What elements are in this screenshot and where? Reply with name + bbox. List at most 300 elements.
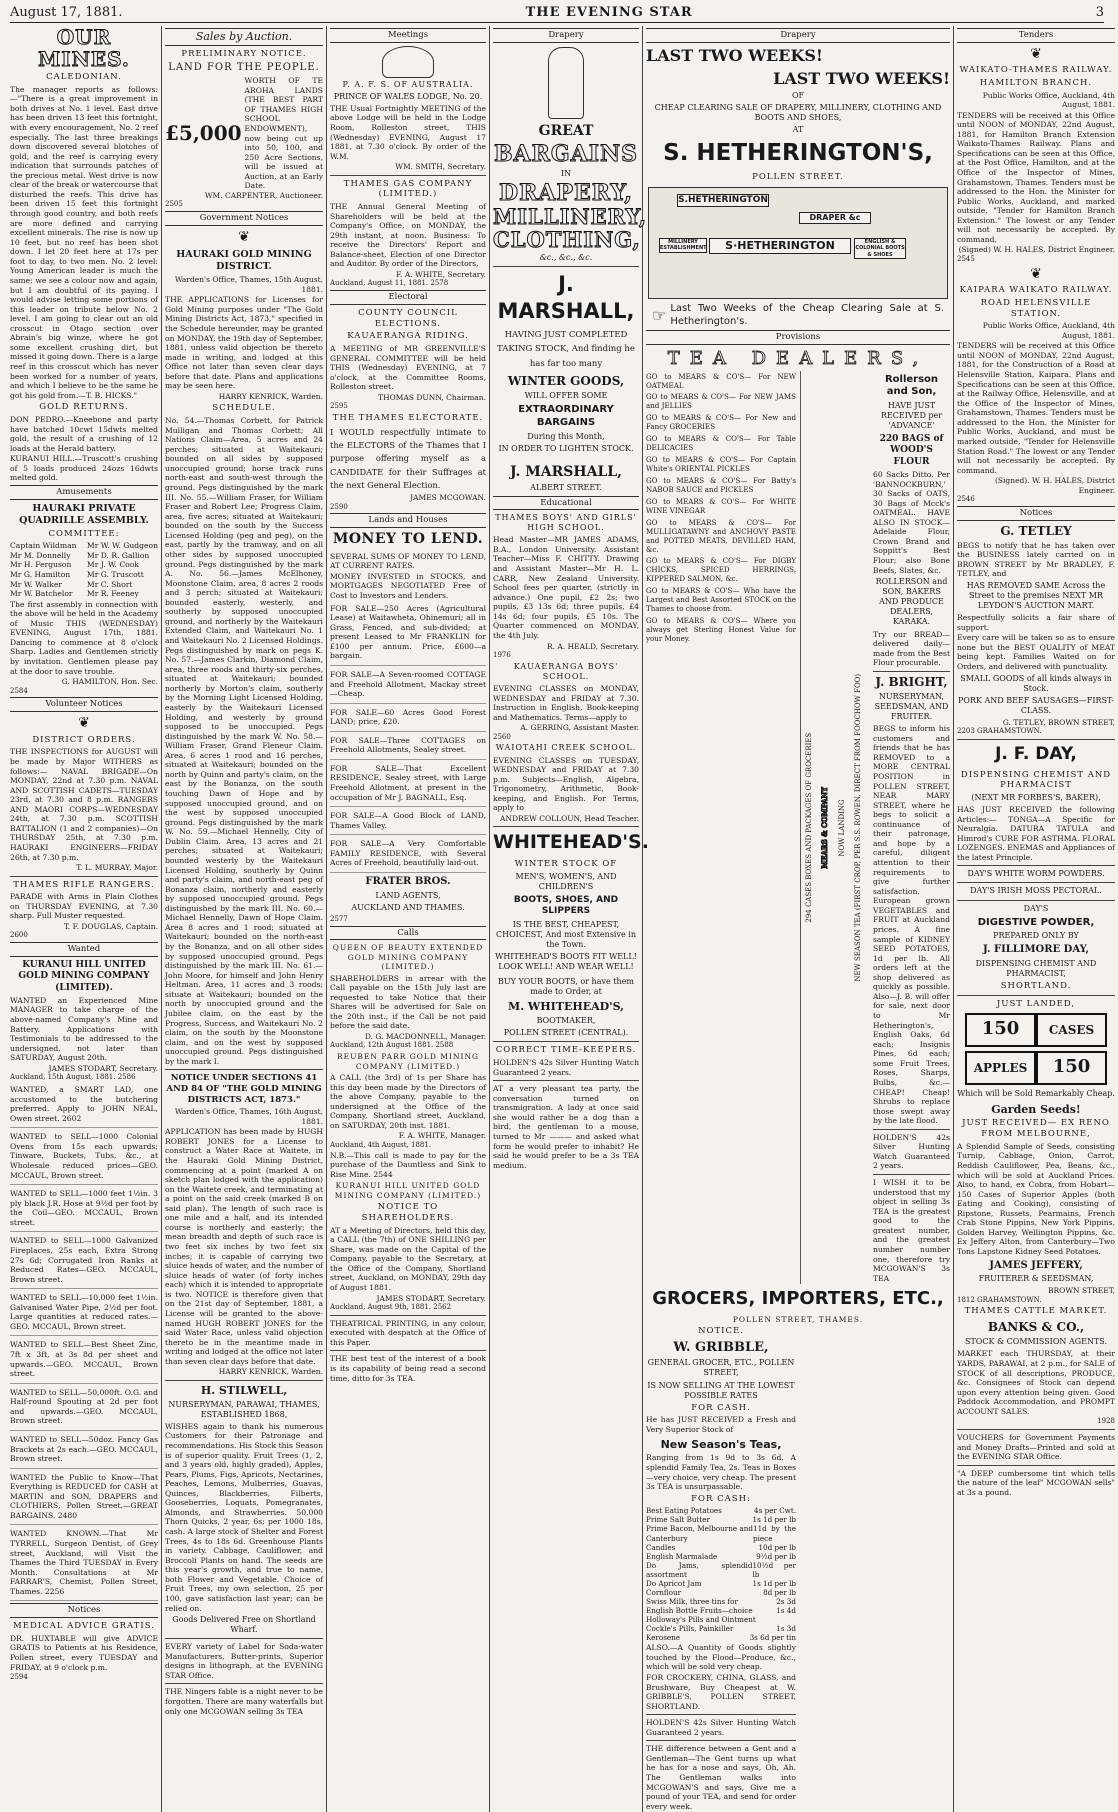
mwhitehead-title: M. WHITEHEAD'S, <box>508 1000 624 1014</box>
whitehead-text: MEN'S, WOMEN'S, AND CHILDREN'S <box>515 871 617 892</box>
mears-item: GO to MEARS & CO'S— For NEW OATMEAL <box>646 371 796 390</box>
tea-dealers-banner: TEA DEALERS, <box>667 347 929 369</box>
high-school-text: Head Master—MR JAMES ADAMS, B.A., London University. Assistant Teacher—Miss F. CHITTY. Drawing and Assistant Master—Mr H. L. CARR, New Zealand University. School fees per quarter, (strictly in advance.) One pupil, £2 2s; two pupils, £3 13s 6d; three pupils, £4 14s 6d; four pupils, £5 10s. The Quarter commenced on MONDAY, the 4th July. <box>493 535 639 640</box>
teas-text: Ranging from 1s 9d to 3s 6d. A splendid Family Tea, 2s. Teas in Boxes—very choice, very cheap. The present 3s TEA is unsurpassable. <box>646 1453 796 1492</box>
committee-label: COMMITTEE: <box>48 528 120 539</box>
crest-ornament-icon: ❦ <box>1030 45 1042 62</box>
column-5-6 <box>646 26 954 1812</box>
rollerson-text: 60 Sacks Ditto. Per 'BANNOCKBURN,' 30 Sacks of OATS, 30 Bags of Mcck's OATMEAL. HAVE ALSO IN STOCK— Adelaide Flour, Crown Brand and Soppitt's Best Flour; also Bone Beefs, Slates, &c. <box>873 469 950 575</box>
wanted-ad: WANTED to SELL—50,000ft. O.G. and Half-round Spouting at 2d per foot and upwards.—GEO. MCCAUL, Brown street. <box>10 1386 158 1431</box>
bags-flour: 220 BAGS of WOOD'S FLOUR <box>879 433 944 467</box>
crest-ornament-icon: ❦ <box>1030 265 1042 282</box>
waiotahi-title: WAIOTAHI CREEK SCHOOL. <box>495 743 637 753</box>
deep-text: "A DEEP cumbersome tint which tells the nature of the leaf" MCGOWAN sells" at 3s a pound. <box>957 1468 1115 1497</box>
price-item: Holloway's Pills and Ointment <box>646 1615 756 1625</box>
hetherington-title: S. HETHERINGTON'S, <box>663 140 933 167</box>
winter-goods: WINTER GOODS, <box>507 374 625 389</box>
mcgowan-signature: JAMES MCGOWAN. <box>410 493 486 503</box>
queen-title: QUEEN OF BEAUTY EXTENDED GOLD MINING COMPANY (LIMITED.) <box>332 943 484 972</box>
pafs-signature: WM. SMITH, Secretary. <box>395 162 486 172</box>
tender-1-signature: (Signed) W. H. HALES, District Engineer. <box>958 245 1115 255</box>
received-text: He has JUST RECEIVED a Fresh and Very Superior Stock of <box>646 1415 796 1434</box>
mears-item: GO to MEARS & CO'S— For Captain White's ORIENTAL PICKLES <box>646 455 796 473</box>
notice-date: Warden's Office, Thames, 16th August, 1881. <box>174 1107 323 1126</box>
land-amount: £5,000 <box>165 120 242 145</box>
price-row <box>646 1506 796 1515</box>
rifle-rangers-text: PARADE with Arms in Plain Clothes on THURSDAY EVENING, at 7.30 sharp. Full Muster requested. <box>10 892 158 921</box>
storefront-sign-millinery: MILLINERY ESTABLISHMENT <box>660 239 707 252</box>
price-value: 2s 3d <box>776 1596 796 1606</box>
kaipara-title: KAIPARA WAIKATO RAILWAY. <box>959 285 1113 296</box>
price-row <box>646 1561 796 1579</box>
pointing-hand-icon: ☞ <box>652 305 667 325</box>
price-item: Prime Bacon, Melbourne and Canterbury <box>646 1524 754 1543</box>
mears-big-title: MEARS & COMPANY <box>820 786 830 869</box>
wanted-ad: WANTED to SELL—10,000 feet 1½in. Galvanised Water Pipe, 2½d per foot. Large quantities at reduced rates.—GEO. MCCAUL, Brown street. <box>10 1291 158 1336</box>
tetley-text: BEGS to notify that he has taken over the BUSINESS lately carried on in BROWN STREET by Mr BRADLEY, F. TETLEY, and <box>957 540 1115 579</box>
mcgowan-number: 2590 <box>330 502 348 511</box>
gas-date: Auckland, August 11, 1881. 2578 <box>330 279 449 288</box>
columns <box>10 25 1115 1811</box>
calls-header: Calls <box>330 926 486 941</box>
frater-title: FRATER BROS. <box>365 875 451 887</box>
queen-text: SHAREHOLDERS in arrear with the Call payable on the 15th July last are requested to take Notice that their Shares will be advertised for Sale on the 20th inst., if the Call be not paid before the said date. <box>330 973 486 1031</box>
quadrille-text: The first assembly in connection with the above will be held in the Academy of Music THIS (WEDNESDAY) EVENING, August 17th, 1881. Dancing to commence at 8 o'clock Sharp. Ladies and Gentlemen strictly by invitation. Gentlemen please pay at the door to save trouble. <box>10 599 158 676</box>
days-label: DAY'S <box>1023 903 1049 913</box>
committee-list <box>10 541 158 598</box>
price-item: Do Jams, splendid assortment <box>646 1560 753 1579</box>
kuranui-call-date: Auckland, August 9th, 1881. 2562 <box>330 1302 452 1311</box>
cattle-market: THAMES CATTLE MARKET. <box>964 1306 1108 1317</box>
holdens-text-3: HOLDEN'S 42s Silver Hunting Watch Guaranteed 2 years. <box>646 1718 796 1737</box>
sale-ad: FOR SALE—That Excellent RESIDENCE, Sealey street, with Large Freehold Allotment, at present in the occupation of Mr J. BAGNALL, Esq. <box>330 762 486 807</box>
bread-text: Try our BREAD—delivered daily—made from the Best Flour procurable. <box>873 629 950 668</box>
land-signature: WM. CARPENTER, Auctioneer. <box>204 190 323 200</box>
stock-agents: STOCK & COMMISSION AGENTS. <box>964 1337 1108 1347</box>
stilwell-subtitle: NURSERYMAN, PARAWAI, THAMES, ESTABLISHED 1868, <box>168 1399 320 1419</box>
boots-text: BOOTS, SHOES, AND SLIPPERS <box>513 895 619 917</box>
pollen-street: POLLEN STREET. <box>752 172 844 183</box>
drapery-text: DRAPERY, <box>499 179 633 206</box>
bright-subtitle: NURSERYMAN, SEEDSMAN, AND FRUITER. <box>874 691 949 722</box>
price-value: 1s 1d per lb <box>752 1578 796 1588</box>
gribble-subtitle: GENERAL GROCER, ETC., POLLEN STREET, <box>647 1358 795 1378</box>
district-date: Warden's Office, Thames, 15th August, 1881. <box>174 275 323 294</box>
day-text: HAS JUST RECEIVED the following Articles:— TONGA—A Specific for Neuralgia. DATURA TATULA and Himrod's CURE FOR ASTHMA. FLORAL LOZENGES. ENEMAS and Appliances of the latest Principle. <box>957 805 1115 862</box>
price-item: English Marmalade <box>646 1551 718 1561</box>
high-school-number: 1976 <box>493 650 511 659</box>
wanted-ad: WANTED, a SMART LAD, one accustomed to the butchering preferred. Apply to JOHN NEAL, Owen street. 2602 <box>10 1083 158 1128</box>
notice-signature: HARRY KENRICK, Warden. <box>218 1367 323 1377</box>
wanted-header: Wanted <box>10 942 158 957</box>
frater-number: 2577 <box>330 914 348 923</box>
during-month: During this Month, <box>527 431 605 441</box>
greenville-text: A MEETING of MR GREENVILLE'S GENERAL COMMITTEE will be held THIS (Wednesday) EVENING, at 7 o'clock, at the Committee Rooms, Rolleston street. <box>330 344 486 392</box>
last-two-weeks: LAST TWO WEEKS! <box>646 45 823 65</box>
price-value: 10½d per lb <box>752 1560 796 1579</box>
caledonian-heading: CALEDONIAN. <box>46 72 122 82</box>
don-pedro-return: DON PEDRO.—Kneebone and party have batched 10cwt 15dwts melted gold, the result of a crushing of 12 loads at the Herald battery. <box>10 414 158 453</box>
tetley-number: 2203 GRAHAMSTOWN. <box>957 727 1042 736</box>
gas-title: THAMES GAS COMPANY (LIMITED.) <box>343 178 473 200</box>
district-text: THE APPLICATIONS for Licenses for Gold Mining purposes under "The Gold Mining Districts Act, 1873," specified in the Schedule hereunder, may be granted on MONDAY, the 19th day of September, 1881, unless valid objection be thereto made in writing, and lodged at this Office not later than seven clear days before that date. Plans and applications may be seen here. <box>165 295 323 391</box>
lands-header: Lands and Houses <box>330 513 486 528</box>
committee-left <box>10 541 77 598</box>
sale-ad: FOR SALE—A Very Comfortable FAMILY RESIDENCE, with Several Acres of Freehold, beautifully laid-out. <box>330 837 486 873</box>
tender-1-text: TENDERS will be received at this Office until NOON of MONDAY, 22nd August, 1881, for Hamilton Branch Extension Waikato-Thames Railway. Plans and Specifications can be seen at this Office, at the Post Office, Hamilton, and at the Office of the Inspector of Mines, Grahamstown, Thames. Tenders must be addressed to the Hon. the Minister for Public Works, Auckland, and marked outside, "Tender for Hamilton Branch Extension." The lowest or any Tender will not necessarily be accepted. By command, <box>957 110 1115 244</box>
etc-text: &c., &c., &c. <box>539 252 593 262</box>
stocks-text: MONEY INVESTED in STOCKS, and MORTGAGES NEGOTIATED Free of Cost to Investors and Lenders. <box>330 571 486 600</box>
wanted-ad: WANTED the Public to Know—That Everything is REDUCED for CASH at MARTIN and SON, DRAPERS and CLOTHIERS, Pollen Street.—GREAT BARGAINS. 2480 <box>10 1471 158 1526</box>
pafs-text: THE Usual Fortnightly MEETING of the above Lodge will be held in the Lodge Room, Rolleston street, THIS (Wednesday) EVENING, August 17 1881, at 7.30 o'clock. By order of the W.M. <box>330 103 486 161</box>
committee-member: Mr W. Batchelor <box>10 589 73 599</box>
masthead <box>10 2 1104 23</box>
jeffery-number: 1812 GRAHAMSTOWN. <box>957 1295 1042 1304</box>
money-to-lend: MONEY TO LEND. <box>332 531 484 548</box>
wanted-date: Auckland, 15th August, 1881. 2586 <box>10 1073 136 1082</box>
gold-returns-heading: GOLD RETURNS. <box>39 402 129 413</box>
hetherington-caption: Last Two Weeks of the Cheap Clearing Sale at S. Hetherington's. <box>670 303 944 327</box>
price-value: 4s per Cwt. <box>754 1506 796 1516</box>
kauaeranga-title: KAUAERANGA BOYS' SCHOOL. <box>513 661 619 681</box>
notices-header: Notices <box>10 1603 158 1618</box>
gas-signature: F. A. WHITE, Secretary. <box>396 270 486 280</box>
fruiterer-text: FRUITERER & SEEDSMAN, <box>978 1274 1094 1284</box>
riding-heading: KAUAERANGA RIDING. <box>347 331 469 342</box>
rollerson-block <box>871 371 950 1285</box>
pork-sausages: PORK AND BEEF SAUSAGES—FIRST-CLASS. <box>957 695 1115 715</box>
price-row <box>646 1624 796 1633</box>
pointing-hand-icon <box>548 47 584 119</box>
pw-office-date-2: Public Works Office, Auckland, 4th August, 1881. <box>982 321 1115 340</box>
respect-text: Respectfully solicits a fair share of support. <box>957 613 1115 632</box>
wanted-signature: JAMES STODART, Secretary. <box>48 1063 158 1073</box>
mears-item: GO to MEARS & CO'S— For MULLIGATAWNY and ANCHOVY PASTE and POTTED MEATS, DEVILLED HAM, &c. <box>646 517 796 554</box>
storefront-sign-top: S.HETHERINGTON <box>677 194 769 207</box>
district-orders-signature: T. L. MURRAY, Major. <box>76 863 158 873</box>
committee-member: Mr D. R. Gallion <box>86 550 150 560</box>
price-item: Candles <box>646 1542 676 1552</box>
price-value: 1s 4d <box>776 1606 796 1616</box>
mears-side-1: 294 CASES BOXES AND PACKAGES OF GROCERIES <box>804 732 813 923</box>
small-goods: SMALL GOODS of all kinds always in Stock. <box>960 673 1112 693</box>
clothing-text: CLOTHING, <box>493 226 641 252</box>
albert-street: ALBERT STREET. <box>530 483 602 493</box>
committee-right <box>87 541 158 598</box>
mines-title: OUR MINES. <box>38 25 130 71</box>
teaparty-text: AT a very pleasant tea party, the conversation turned on transmigration. A lady at once said she would rather be a dog than a bird, the gentleman to a mouse, turned to Mr ——— and asked what form he would prefer to inhabit? He said he would prefer to be a 3s TEA medium. <box>493 1084 639 1170</box>
provisions-block <box>646 371 950 1285</box>
will-offer: WILL OFFER SOME <box>524 391 608 401</box>
wanted-ad: WANTED to SELL—Best Sheet Zinc, 7ft x 3ft, at 3s 8d per sheet and upwards.—GEO. MCCAUL, Brown street. <box>10 1338 158 1383</box>
rifle-rangers-heading: THAMES RIFLE RANGERS. <box>13 879 155 890</box>
brown-street: BROWN STREET, <box>1048 1286 1115 1296</box>
price-row <box>646 1597 796 1606</box>
helensville-title: ROAD HELENSVILLE STATION. <box>980 298 1092 319</box>
kuranui-company-title: KURANUI HILL UNITED GOLD MINING COMPANY (LIMITED). <box>18 959 150 993</box>
mears-item: GO to MEARS & CO'S— For Batty's NABOB SAUCE and PICKLES <box>646 475 796 494</box>
have-just: HAVE JUST RECEIVED per 'ADVANCE' <box>880 400 943 430</box>
gas-text: THE Annual General Meeting of Shareholders will be held at the Company's Office, on MONDAY, the 29th instant, at noon. Business: To receive the Directors' Report and Balance-sheet, Election of one Director and Auditor. By order of the Directors, <box>330 202 486 269</box>
notices-header-2: Notices <box>957 506 1115 521</box>
just-landed: JUST LANDED, <box>996 998 1076 1009</box>
price-row <box>646 1588 796 1597</box>
price-item: Best Eating Potatoes <box>646 1506 722 1516</box>
county-heading: COUNTY COUNCIL ELECTIONS. <box>358 307 458 329</box>
greenville-number: 2595 <box>330 402 348 411</box>
banks-text: MARKET each THURSDAY, at their YARDS, PARAWAI, at 2 p.m., for SALE of STOCK of all descriptions, PRODUCE, &c. Consignees of Stock can depend upon every attention being given. Good Paddock Accommodation, and PROMPT ACCOUNT SALES. <box>957 1349 1115 1416</box>
kauaeranga-signature: A. GERRING, Assistant Master. <box>520 723 639 733</box>
in-text: IN <box>560 168 572 178</box>
quadrille-signature: G. HAMILTON, Hon. Sec. <box>61 677 158 687</box>
wish-text: I WISH it to be understood that my object in selling 3s TEA is the greatest good to the greatest number, and the greatest number number one, therefore try MCGOWAN'S 3s TEA <box>873 1178 950 1283</box>
column-7 <box>957 26 1118 1812</box>
land-text: WORTH OF TE AROHA LANDS (THE BEST PART OF THAMES HIGH SCHOOL ENDOWMENT), now being cut up into 50, 100, and 250 Acre Sections, will be issued at Auction, at an Early Date. <box>244 76 323 191</box>
stilwell-text: WISHES again to thank his numerous Customers for their Patronage and recommendations. His Stock this Season is of superior quality. Fruit Trees (1, 2, and 3 years old, highly graded), Apples, Pears, Plums, Figs, Apricots, Nectarines, Peaches, Lemons, Mulberries, Guavas, Quinces, Blackberries, Filberts, Gooseberries, Loquats, Pomegranates, Almonds, and Strawberries. 50,000 Thorn Quicks, 2 year, 6s; per 1000 18s, cash. A large stock of Shelter and Forest Trees, 4s to 18s 6d. Greenhouse Plants in variety. Cabbage, Cauliflower, and Broccoli Plants on hand. The seeds are this year's growth, and true to name, both Flower and Vegetable. Choice of Fruit Trees, my own selection, 25 per 100, gave satisfaction last year; can be relied on. <box>165 1421 323 1613</box>
price-item: Do Apricot Jam <box>646 1578 702 1588</box>
rollerson-title: Rollerson and Son, <box>884 373 939 398</box>
auction-header: Sales by Auction. <box>165 28 323 46</box>
column-1 <box>10 26 162 1812</box>
storefront-sign-draper: DRAPER &c <box>799 212 871 224</box>
government-header: Government Notices <box>165 211 323 226</box>
storefront-sign-boots: ENGLISH & COLONIAL BOOTS & SHOES <box>855 239 905 258</box>
seeds-received: JUST RECEIVED— EX RENO FROM MELBOURNE, <box>962 1118 1110 1140</box>
pafs-subtitle: PRINCE OF WALES LODGE, No. 20. <box>333 91 483 101</box>
kauaeranga-text: EVENING CLASSES on MONDAY, WEDNESDAY and FRIDAY at 7.30. Instruction in English, Book-keeping and Mathematics. Terms—apply to <box>493 683 639 722</box>
price-row <box>646 1633 796 1642</box>
mears-item: GO to MEARS & CO'S— For WHITE WINE VINEGAR <box>646 496 796 515</box>
committee-member: Captain Wildman <box>10 541 77 551</box>
crown-emblem-icon <box>382 46 434 78</box>
queen-date: Auckland, 12th August 1881. 2588 <box>330 1041 454 1050</box>
frater-subtitle: LAND AGENTS, <box>375 890 441 900</box>
masthead-title: THE EVENING STAR <box>525 4 693 20</box>
mears-side-2: NOW LANDING <box>837 798 846 856</box>
whitehead-slogan: WHITEHEAD'S BOOTS FIT WELL! LOOK WELL! AND WEAR WELL! <box>495 952 637 972</box>
winter-stock: WINTER STOCK OF <box>514 859 618 870</box>
buy-text: BUY YOUR BOOTS, or have them made to Order, at <box>498 977 634 997</box>
wanted-ad: WANTED to SELL—1000 feet 1½in. 3 ply black J.R. Hose at 9½d per foot by the Coil—GEO. MCCAUL, Brown street. <box>10 1187 158 1232</box>
waiotahi-signature: ANDREW COLLOUN, Head Teacher. <box>500 813 639 823</box>
high-school-title: THAMES BOYS' AND GIRLS' HIGH SCHOOL. <box>495 513 637 533</box>
rifle-rangers-signature: T. F. DOUGLAS, Captain. <box>63 921 158 931</box>
rifle-rangers-number: 2600 <box>10 931 28 940</box>
mears-item: GO to MEARS & CO'S— For DIGBY CHICKS, SPICED HERRINGS, KIPPERED SALMON, &c. <box>646 556 796 584</box>
gribble-title: W. GRIBBLE, <box>673 1340 769 1356</box>
sale-ad: FOR SALE—250 Acres (Agricultural Lease) at Waitawheta, Ohinemuri; all in Grass, Fenced, and sub-divided; at present Leased to Mr FRANKLIN for £100 per annum. Price, £600—a bargain. <box>330 602 486 666</box>
hamilton-branch: HAMILTON BRANCH. <box>979 78 1093 89</box>
diff-text: THE difference between a Gent and a Gentleman—The Gent turns up what he has for a nose and says, Oh, Ah. The Gentleman walks into MCGOWAN'S and says, Give me a pound of your TEA, and send for order every week. <box>646 1744 796 1811</box>
price-item: Kerosene <box>646 1633 681 1643</box>
of-text: OF <box>791 91 805 101</box>
district-orders-heading: DISTRICT ORDERS. <box>32 734 136 745</box>
pollen-central: POLLEN STREET (CENTRAL). <box>503 1028 629 1038</box>
frater-place: AUCKLAND AND THAMES. <box>351 902 465 912</box>
digestive-powder: DIGESTIVE POWDER, <box>977 916 1095 928</box>
moss-pectoral: DAY'S IRISH MOSS PECTORAL. <box>970 886 1102 896</box>
bright-title: J. BRIGHT, <box>875 674 948 689</box>
money-text: SEVERAL SUMS OF MONEY TO LEND, AT CURRENT RATES. <box>330 551 486 571</box>
stilwell-footer: Goods Delivered Free on Shortland Wharf. <box>172 1615 316 1635</box>
mears-item: GO to MEARS & CO'S— For New and Fancy GROCERIES <box>646 413 796 432</box>
banks-title: BANKS & CO., <box>987 1320 1085 1335</box>
tetley-signature: G. TETLEY, BROWN STREET, <box>1002 717 1115 727</box>
tender-2-number: 2546 <box>957 495 975 504</box>
amusements-header: Amusements <box>10 485 158 500</box>
high-school-signature: R. A. HEALD, Secretary. <box>546 641 639 651</box>
committee-member: Mr R. Feeney <box>86 589 139 599</box>
waiotahi-text: EVENING CLASSES on TUESDAY, WEDNESDAY and FRIDAY at 7.30 p.m. Subjects—English, Algebra, Trigonometry, Arithmetic, Book-keeping, and English. For Terms, apply to <box>493 755 639 813</box>
preliminary-notice: PRELIMINARY NOTICE. <box>181 48 307 59</box>
kauaeranga-number: 2560 <box>493 732 511 741</box>
sale-ad: FOR SALE—Three COTTAGES on Freehold Allotments, Sealey street. <box>330 734 486 760</box>
queen-signature: D. G. MACDONNELL, Manager. <box>364 1031 486 1041</box>
medical-advice-text: DR. HUXTABLE will give ADVICE GRATIS to Patients at his Residence, Pollen street, every TUESDAY and FRIDAY, at 9 o'clock p.m. <box>10 1633 158 1672</box>
committee-member: Mr W. Walker <box>10 579 62 589</box>
whitehead-text2: IS THE BEST, CHEAPEST, CHOICEST, And most Extensive in the Town. <box>496 919 636 949</box>
tenders-header: Tenders <box>957 28 1115 43</box>
tender-2-text: TENDERS will be received at this Office until NOON of MONDAY, 22nd August, 1881, for the Construction of a Road at Helensville Station, Kaipara. Plans and Specifications can be seen at this Office, at the Railway Office, Helensville, and at the Office of the Inspector of Mines, Grahamstown, Thames. Tenders must be addressed to the Hon. the Minister for Public Works, Auckland, and must be marked outside, "Tender for Helensville Station Road." The lowest or any Tender will not necessarily be accepted. By command. <box>957 341 1115 475</box>
tender-1-number: 2545 <box>957 254 975 263</box>
bestlast-text: THE best test of the interest of a book is its capability of being read a second time, ditto for 3s TEA. <box>330 1354 486 1383</box>
hauraki-district-title: HAURAKI GOLD MINING DISTRICT. <box>176 249 312 273</box>
also-text: ALSO.—A Quantity of Goods slightly touched by the Flood—Produce, &c., which will be sold very cheap. <box>646 1643 796 1672</box>
quadrille-number: 2584 <box>10 686 28 695</box>
price-value: 1s 1d per lb <box>752 1515 796 1525</box>
bright-text: BEGS to inform his customers and friends that he has REMOVED to a MORE CENTRAL POSITION in POLLEN STREET, NEAR MARY STREET, where he begs to solicit a continuance of their patronage, and hope by a careful, diligent attention to their requirements to give further satisfaction. European grown VEGETABLES and FRUIT at Auckland prices. A fine sample of KIDNEY SEED POTATOES, 1d per lb. All orders left at the shop delivered as quickly as possible. Also—J. B. will offer for sale, next door to Mr Hetherington's, English Oaks, 6d each; Insignis Pines, 6d each; some Fruit Trees, Roses, Sharps, Bulbs, &c.—CHEAP! Cheap! Shrubs to replace those swept away by the late flood. <box>873 724 950 1126</box>
crockery-text: FOR CROCKERY, CHINA, GLASS, and Brushware, Buy Cheapest at W. GRIBBLE'S, POLLEN STREET, SHORTLAND. <box>646 1672 796 1711</box>
column-3 <box>330 26 490 1812</box>
price-row <box>646 1579 796 1588</box>
vouchers-text: VOUCHERS for Government Payments and Money Drafts—Printed and sold at the EVENING STAR Office. <box>957 1433 1115 1462</box>
jfday-title: J. F. DAY, <box>995 744 1077 765</box>
dispensing-text: DISPENSING CHEMIST AND PHARMACIST <box>960 769 1112 791</box>
wanted-ad: WANTED KNOWN.—That Mr TYRRELL, Surgeon Dentist, of Grey street, Auckland, will Visit the Thames the Third TUESDAY in Every Month. Consultations at Mr FARRAR'S, Chemist, Pollen Street, Thames. 2256 <box>10 1527 158 1601</box>
pafs-title: P. A. F. S. OF AUSTRALIA. <box>342 79 474 89</box>
holdens-text: HOLDEN'S 42s Silver Hunting Watch Guaranteed 2 years. <box>493 1058 639 1077</box>
price-value: 3s 6d per tin <box>749 1633 796 1643</box>
price-value: 10d per lb <box>758 1542 796 1552</box>
committee-member: Mr M. Donnelly <box>10 550 71 560</box>
drapery-header-2: Drapery <box>646 28 950 43</box>
crest-ornament-icon: ❦ <box>78 715 90 732</box>
holdens-text-2: HOLDEN'S 42s Silver Hunting Watch Guaranteed 2 years. <box>873 1132 950 1171</box>
price-row <box>646 1552 796 1561</box>
hetherington-caption-row <box>646 303 950 328</box>
educational-header: Educational <box>493 496 639 511</box>
box-count: 150 <box>965 1013 1036 1047</box>
crest-ornament-icon: ❦ <box>238 228 250 245</box>
mears-item: GO to MEARS & CO'S— For Table DELICACIES <box>646 434 796 453</box>
provisions-header: Provisions <box>646 330 950 345</box>
banks-number: 1928 <box>1097 1417 1115 1426</box>
bargains-text: BARGAINS <box>493 141 639 168</box>
price-value: 8d per lb <box>763 1587 796 1597</box>
quadrille-title: HAURAKI PRIVATE QUADRILLE ASSEMBLY. <box>19 502 149 526</box>
price-row <box>646 1524 796 1542</box>
kuranui-return: KURANUI HILL.—Truscott's crushing of 5 loads produced 24ozs 16dwts melted gold. <box>10 454 158 483</box>
selling-text: IS NOW SELLING AT THE LOWEST POSSIBLE RATES <box>647 1380 795 1400</box>
sale-ad: FOR SALE—A Good Block of LAND, Thames Valley. <box>330 809 486 835</box>
committee-member: Mr C. Short <box>86 579 133 589</box>
theatrical-text: THEATRICAL PRINTING, in any colour, executed with despatch at the Office of this Paper. <box>330 1318 486 1347</box>
new-season-teas: New Season's Teas, <box>660 1437 782 1451</box>
masthead-page-number: 3 <box>1095 4 1104 20</box>
price-row <box>646 1606 796 1615</box>
water-race-text: APPLICATION has been made by HUGH ROBERT JONES for a License to construct a Water Race at Waitete, in the Hauraki Gold Mining District, commencing at a point (marked A on sketch plan lodged with the application) on the Waitete creek, and terminating at a point on the said creek (marked B on said plan). The length of such race is one mile and a half, and its intended course is northerly and easterly; the mean breadth and depth of such race is two feet six inches by two feet six inches; it is capable of carrying two sluice heads of water, and the number of sluice heads of water (of forty inches each) which it is intended to appropriate is two. NOTICE is therefore given that on the 21st day of September, 1881, a License will be granted to the above-named HUGH ROBERT JONES for the said Water Race, unless valid objection thereto be in the meantime made in writing and lodged at the office not later than seven clear days before that date. <box>165 1127 323 1366</box>
column-4 <box>493 26 649 1812</box>
volunteer-header: Volunteer Notices <box>10 697 158 712</box>
wanted-ad: WANTED to SELL—1000 Galvanized Fireplaces, 25s each, Extra Strong 27s 6d; Corrugated Iron Ranks at Reduced Rates—GEO. MCCAUL, Brown street. <box>10 1234 158 1289</box>
price-row <box>646 1515 796 1524</box>
mears-block <box>646 371 796 1285</box>
rollerson-signature: ROLLERSON and SON, BAKERS AND PRODUCE DEALERS, KARAKA. <box>875 577 948 627</box>
notice-sections-title: NOTICE UNDER SECTIONS 41 AND 84 OF "THE GOLD MINING DISTRICTS ACT, 1873." <box>166 1073 322 1105</box>
for-cash: FOR CASH. <box>691 1402 751 1413</box>
price-value: 11d by the piece <box>753 1524 796 1543</box>
notice-heading: NOTICE. <box>698 1326 744 1337</box>
box-count: 150 <box>1036 1051 1107 1085</box>
timekeepers-heading: CORRECT TIME-KEEPERS. <box>495 1045 637 1056</box>
sale-ad: FOR SALE—A Seven-roomed COTTAGE and Freehold Allotment, Mackay street—Cheap. <box>330 668 486 704</box>
gribble-block <box>646 1326 796 1811</box>
land-number: 2505 <box>165 200 183 209</box>
beef-text: Every care will be taken so as to ensure none but the BEST QUALITY of MEAT being kept. Families Waited on for Orders, and delivered with punctuality. <box>957 633 1115 672</box>
mears-side-3: NEW SEASON TEA (FIRST CROP, PER S.S. ROWEN, DIRECT FROM FOOCHOW FOO) <box>854 673 863 982</box>
shortland-text: SHORTLAND. <box>1000 981 1072 992</box>
thames-electorate-heading: THE THAMES ELECTORATE. <box>332 413 484 424</box>
removed-text: HAS REMOVED SAME Across the Street to the premises NEXT MR LEYDON'S AUCTION MART. <box>966 580 1106 611</box>
column-2 <box>165 26 327 1812</box>
land-for-people: LAND FOR THE PEOPLE. <box>168 61 320 73</box>
marshall-footer: J. MARSHALL, <box>509 463 623 480</box>
sold-cheap: Which will be Sold Remarkably Cheap. <box>957 1089 1115 1099</box>
district-signature: HARRY KENRICK, Warden. <box>218 391 323 401</box>
ningers-text: THE Ningers fable is a night never to be forgotten. There are many waterfalls but only one MCGOWAN selling 3s TEA <box>165 1687 323 1716</box>
mears-item: GO to MEARS & CO'S— Where you always get Sterling Honest Value for your Money. <box>646 616 796 643</box>
prepared-by: PREPARED ONLY BY <box>993 931 1079 941</box>
reuben-text: A CALL (the 3rd) of 1s per Share has this day been made by the Directors of the above Company, payable to the undersigned at the Office of the Company, Shortland street, Auckland, on SATURDAY, 20th inst. 1881. <box>330 1073 486 1130</box>
extraordinary-bargains: EXTRAORDINARY BARGAINS <box>518 404 614 429</box>
price-row <box>646 1615 796 1624</box>
reuben-note: N.B.—This call is made to pay for the purchase of the Dauntless and Sink to Rise Mine. 2544 <box>330 1150 486 1179</box>
fillimore-title: J. FILLIMORE DAY, <box>983 944 1089 956</box>
great-text: GREAT <box>538 122 594 139</box>
mears-vertical-banner <box>800 371 867 1285</box>
committee-member: Mr G. Hamilton <box>10 569 71 579</box>
worm-powders: DAY'S WHITE WORM POWDERS. <box>967 869 1105 879</box>
reuben-title: REUBEN PARR GOLD MINING COMPANY (LIMITED.) <box>336 1052 480 1071</box>
stilwell-title: H. STILWELL, <box>200 1383 288 1397</box>
electoral-header: Electoral <box>330 290 486 305</box>
waikato-thames-title: WAIKATO-THAMES RAILWAY. <box>959 65 1113 76</box>
price-row <box>646 1543 796 1552</box>
wanted-manager-text: WANTED an Experienced Mine MANAGER to take charge of the above-named Company's Mine and Battery. Applications with Testimonials to be addressed to the undersigned, not later than SATURDAY, August 20th. <box>10 995 158 1063</box>
grocers-subtitle: POLLEN STREET, THAMES. <box>732 1314 864 1324</box>
storefront-sign-main: S·HETHERINGTON <box>709 238 851 254</box>
price-value: 1s 3d <box>776 1624 796 1634</box>
kuranui-call-signature: JAMES STODART, Secretary. <box>376 1293 486 1303</box>
committee-member: Mr W. W. Gudgeon <box>86 541 158 551</box>
tetley-title: G. TETLEY <box>1000 523 1072 538</box>
price-item: Swiss Milk, three tins for <box>646 1596 738 1606</box>
marshall-text: HAVING JUST COMPLETED TAKING STOCK, And finding he has far too many <box>497 329 635 369</box>
drapery-header: Drapery <box>493 28 639 43</box>
box-label: APPLES <box>965 1051 1036 1085</box>
marshall-title: J. MARSHALL, <box>497 272 635 323</box>
apples-box-bottom <box>965 1051 1107 1085</box>
